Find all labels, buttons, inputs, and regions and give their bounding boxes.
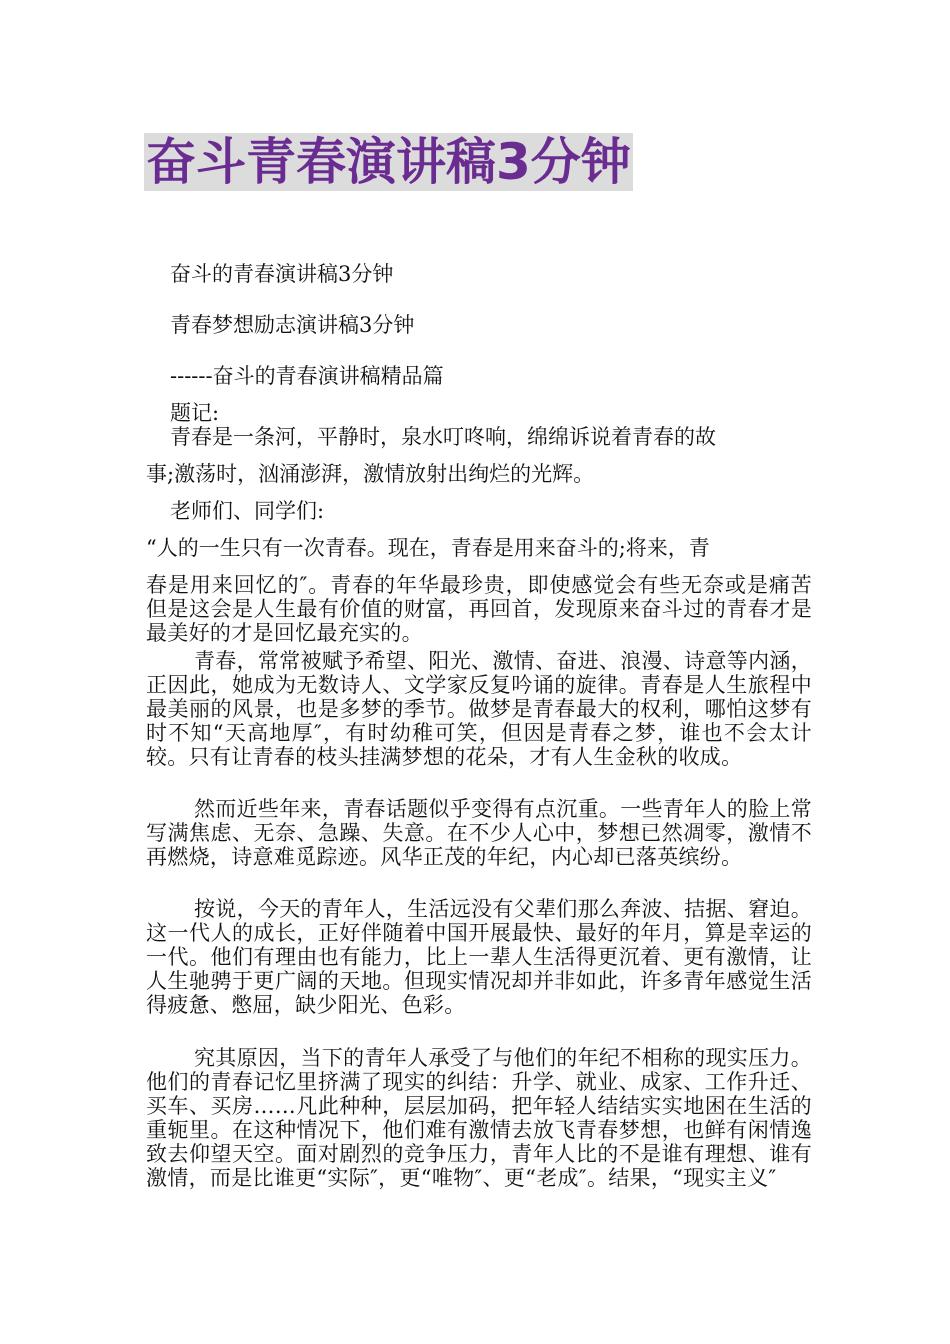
preface-line-1: 青春是一条河，平静时，泉水叮咚响，绵绵诉说着青春的故 [170,425,716,449]
greeting: 老师们、同学们: [170,499,325,523]
paragraph-2: 然而近些年来，青春话题似乎变得有点沉重。一些青年人的脸上常写满焦虑、无奈、急躁、失意。在不少人心中，梦想已然凋零，激情不再燃烧，诗意难觅踪迹。风华正茂的年纪，内心却已落英缤纷。 [146,797,812,869]
paragraph-3: 按说，今天的青年人，生活远没有父辈们那么奔波、拮据、窘迫。这一代人的成长，正好伴随着中国开展最快、最好的年月，算是幸运的一代。他们有理由也有能力，比上一辈人生活得更沉着、更有激情，让人生驰骋于更广阔的天地。但现实情况却并非如此，许多青年感觉生活得疲惫、憋屈，缺少阳光、色彩。 [146,897,812,1017]
subtitle-2: 青春梦想励志演讲稿3分钟 [170,313,415,337]
preface-line-2: 事;激荡时，汹涌澎湃，激情放射出绚烂的光辉。 [146,462,595,486]
paragraph-4: 究其原因，当下的青年人承受了与他们的年纪不相称的现实压力。他们的青春记忆里挤满了现实的纠结：升学、就业、成家、工作升迁、买车、买房……凡此种种，层层加码，把年轻人结结实实地困在生活的重轭里。在这种情况下，他们难有激情去放飞青春梦想，也鲜有闲情逸致去仰望天空。面对剧烈的竞争压力，青年人比的不是谁有理想、谁有激情，而是比谁更“实际″，更“唯物″、更“老成″。结果，“现实主义″ [146,1046,812,1190]
subtitle-1: 奋斗的青春演讲稿3分钟 [170,262,394,286]
preface-label: 题记: [170,401,220,425]
document-title: 奋斗青春演讲稿3分钟 [146,133,631,191]
quote-paragraph: 春是用来回忆的″。青春的年华最珍贵，即使感觉会有些无奈或是痛苦但是这会是人生最有价值的财富，再回首，发现原来奋斗过的青春才是最美好的才是回忆最充实的。 [146,573,812,645]
quote-line-1: “人的一生只有一次青春。现在，青春是用来奋斗的;将来，青 [146,536,710,560]
paragraph-1: 青春，常常被赋予希望、阳光、激情、奋进、浪漫、诗意等内涵，正因此，她成为无数诗人、文学家反复吟诵的旋律。青春是人生旅程中最美丽的风景，也是多梦的季节。做梦是青春最大的权利，哪怕这梦有时不知“天高地厚″，有时幼稚可笑，但因是青春之梦，谁也不会太计较。只有让青春的枝头挂满梦想的花朵，才有人生金秋的收成。 [146,649,812,769]
subtitle-3: ------奋斗的青春演讲稿精品篇 [170,364,444,388]
